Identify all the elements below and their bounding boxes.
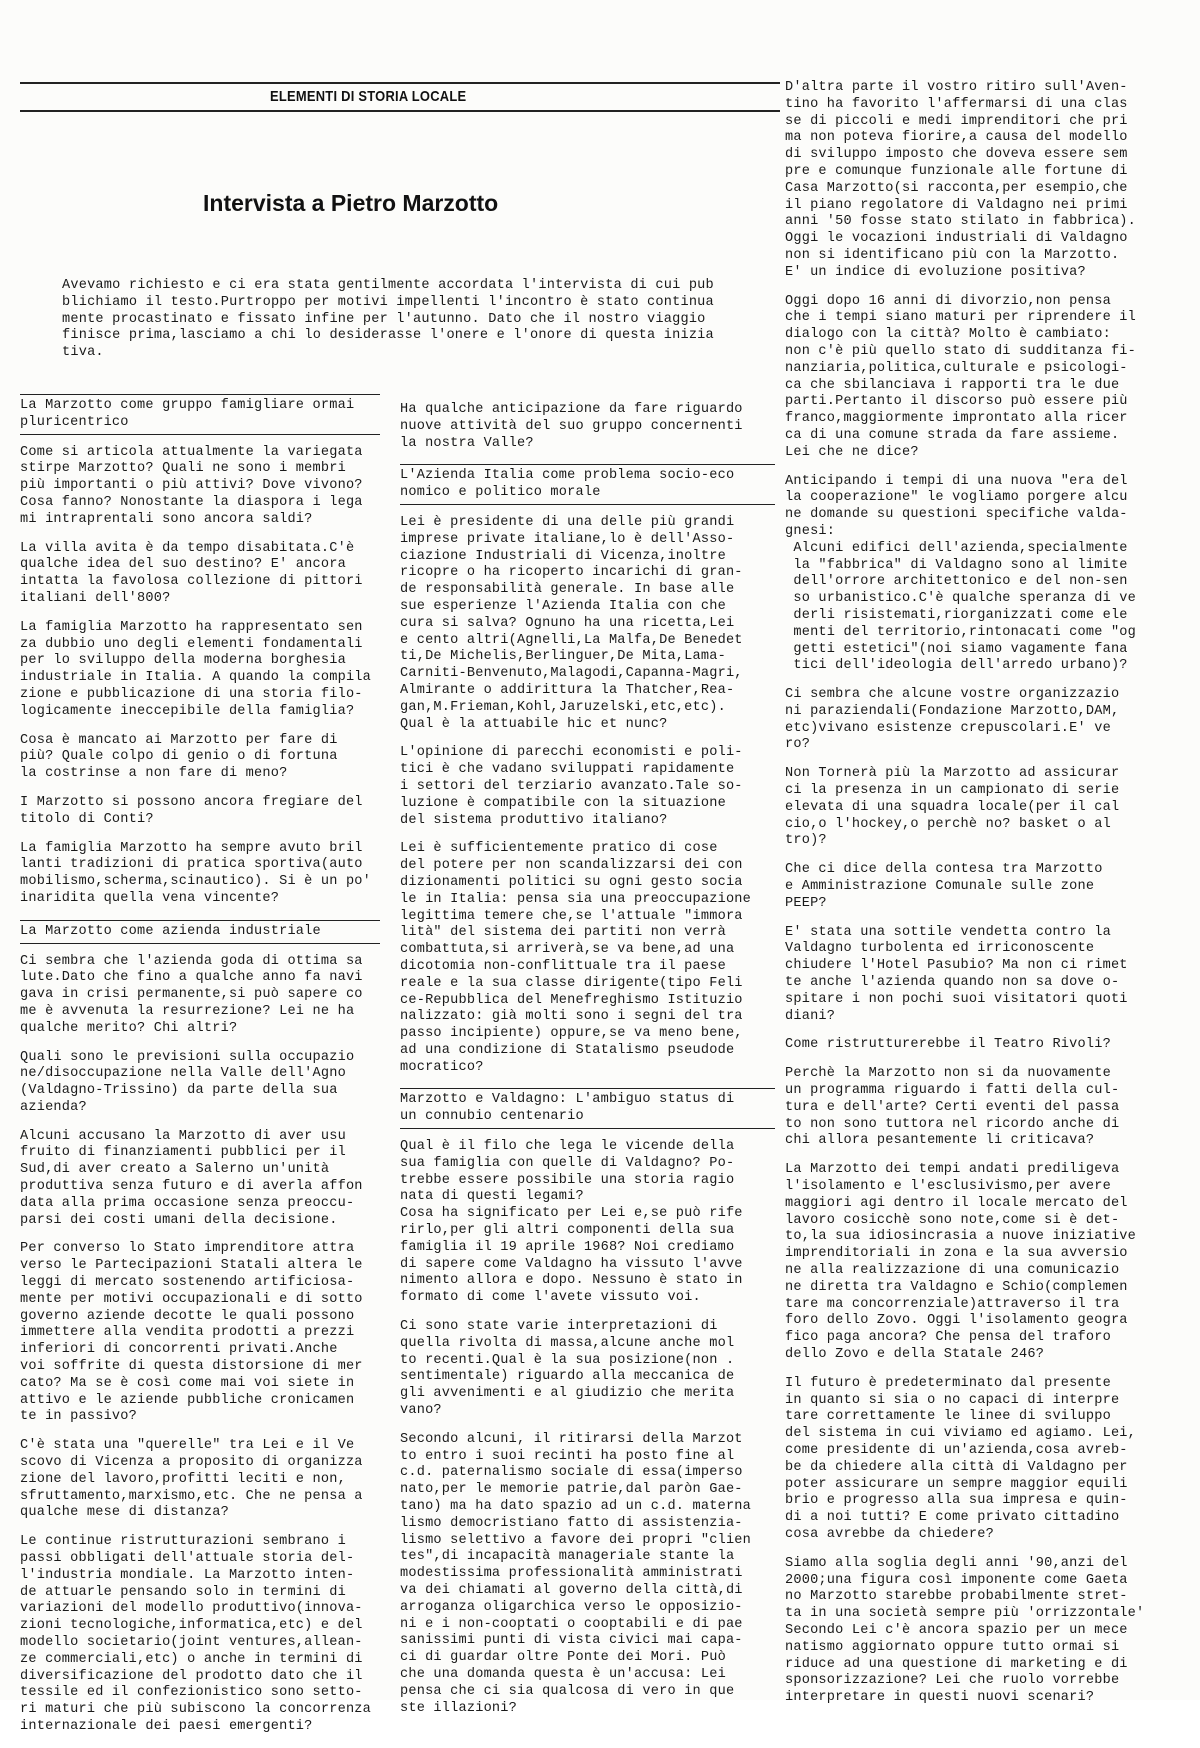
question-paragraph: Non Tornerà più la Marzotto ad assicurar ci la presenza in un campionato di serie elevata di una squadra locale(per il cal cio,o l'hockey,o perchè no? basket o al tro)?: [785, 766, 1120, 849]
question-paragraph: Qual è il filo che lega le vicende della sua famiglia con quelle di Valdagno? Po- trebbe essere possibile una storia ragio nata di questi legami? Cosa ha significato per Lei e,se può rife rirlo,per gli altri componenti della sua famiglia il 19 aprile 1968? Noi crediamo di sapere come Valdagno ha vissuto l'avve nimento allora e dopo. Nessuno è stato in formato di come l'avete vissuto voi.: [400, 1139, 743, 1306]
question-paragraph: Le continue ristrutturazioni sembrano i passi obbligati dell'attuale storia del- l'industria mondiale. La Marzotto inten- de attuarle pensando solo in termini di variazioni del modello produttivo(innova- zioni tecnologiche,informatica,etc) e del modello societario(joint ventures,allean- ze commerciali,etc) o anche in termini di diversificazione del prodotto dato che il tessile ed il confezionistico sono setto- ri maturi che più subiscono la concorrenza internazionale dei paesi emergenti?: [20, 1534, 372, 1734]
question-paragraph: Il futuro è predeterminato dal presente in quanto si sia o no capaci di interpre tare correttamente le linee di sviluppo del sistema in cui viviamo ed agiamo. Lei, come presidente di un'azienda,cosa avreb- be da chiedere alla città di Valdagno per poter assicurare un sempre maggior equili brio e progresso alla sua impresa e quin- di a noi tutti? E come privato cittadino cosa avrebbe da chiedere?: [785, 1375, 1137, 1542]
question-paragraph: Anticipando i tempi di una nuova "era del la cooperazione" le vogliamo porgere alcu ne domande su questioni specifiche valda- gnesi: Alcuni edifici dell'azienda,specialmente la "fabbrica" di Valdagno sono al limite dell'orrore architettonico e del non-sen so urbanistico.C'è qualche speranza di ve derli risistemati,riorganizzati come ele menti del territorio,rintonacati come "og getti estetici"(noi siamo vagamente fana tici dell'ideologia dell'arredo urbano)?: [785, 473, 1137, 674]
intro-paragraph: Avevamo richiesto e ci era stata gentilmente accordata l'intervista di cui pub blichiamo il testo.Purtroppo per motivi impellenti l'incontro è stato continua mente procastinato e fissato infine per l'autunno. Dato che il nostro viaggio finisce prima,lasciamo a chi lo desiderasse l'onere e l'onore di questa inizia tiva.: [62, 278, 714, 361]
header-rule-top: [20, 82, 780, 84]
question-paragraph: I Marzotto si possono ancora fregiare del titolo di Conti?: [20, 794, 363, 827]
question-paragraph: La villa avita è da tempo disabitata.C'è qualche idea del suo destino? E' ancora intatta la favolosa collezione di pittori italiani dell'800?: [20, 540, 363, 606]
section-heading-industry: [20, 920, 380, 944]
question-paragraph: Come si articola attualmente la variegata stirpe Marzotto? Quali ne sono i membri più importanti o più attivi? Dove vivono? Cosa fanno? Nonostante la diaspora i lega mi intraprentali sono ancora saldi?: [20, 444, 363, 527]
question-paragraph: La famiglia Marzotto ha sempre avuto bril lanti tradizioni di pratica sportiva(auto mobilismo,scherma,scinautico). Si è un po' inaridita quella vena vincente?: [20, 840, 372, 906]
question-paragraph: Che ci dice della contesa tra Marzotto e Amministrazione Comunale sulle zone PEEP?: [785, 862, 1103, 911]
question-paragraph: Alcuni accusano la Marzotto di aver usu fruito di finanziamenti pubblici per il Sud,di aver creato a Salerno un'unità produttiva senza futuro e di averla affon data alla prima occasione senza preoccu- parsi dei costi umani della decisione.: [20, 1128, 363, 1228]
question-paragraph: Lei è sufficientemente pratico di cose del potere per non scandalizzarsi dei con dizionamenti politici su ogni gesto socia le in Italia: pensa sia una preoccupazione legittima temere che,se l'attuale "immora lità" del sistema dei partiti non verrà combattuta,si arriverà,se va bene,ad una dicotomia non-conflittuale tra il paese reale e la sua classe dirigente(tipo Feli ce-Repubblica del Menefreghismo Istituzio nalizzato: già molti sono i segni del tra passo incipiente) oppure,se va meno bene, ad una condizione di Statalismo pseudode mocratico?: [400, 841, 752, 1075]
section-heading-label: Marzotto e Valdagno: L'ambiguo status di un connubio centenario: [400, 1092, 775, 1129]
question-paragraph: Cosa è mancato ai Marzotto per fare di più? Quale colpo di genio o di fortuna la costrinse a non fare di meno?: [20, 732, 338, 782]
question-paragraph: Siamo alla soglia degli anni '90,anzi del 2000;una figura così imponente come Gaeta no Marzotto starebbe probabilmente stret- ta in una società sempre più 'orrizzontale' Secondo Lei c'è ancora spazio per un mece natismo aggiornato oppure tutto ormai si riduce ad una questione di marketing e di sponsorizzazione? Lei che ruolo vorrebbe interpretare in questi nuovi scenari?: [785, 1555, 1145, 1706]
column-left: [20, 392, 380, 1748]
section-heading-label: La Marzotto come azienda industriale: [20, 924, 380, 944]
question-paragraph: Per converso lo Stato imprenditore attra verso le Partecipazioni Statali altera le leggi di mercato sostenendo artificiosa- mente per motivi occupazionali e di sotto governo aziende decotte le quali possono immettere alla vendita prodotti a prezzi inferiori di concorrenti privati.Anche voi soffrite di questa distorsione di mer cato? Ma se è così come mai voi siete in attivo e le aziende pubbliche cronicamen te in passivo?: [20, 1241, 363, 1425]
question-paragraph: D'altra parte il vostro ritiro sull'Aven- tino ha favorito l'affermarsi di una clas se di piccoli e medi imprenditori che pri ma non poteva fiorire,a causa del modello di sviluppo imposto che doveva essere sem pre e comunque funzionale alle fortune di Casa Marzotto(si racconta,per esempio,che il piano regolatore di Valdagno nei primi anni '50 fosse stato stilato in fabbrica). Oggi le vocazioni industriali di Valdagno non si identificano più con la Marzotto. E' un indice di evoluzione positiva?: [785, 80, 1137, 280]
section-heading-valdagno: [400, 1088, 775, 1129]
question-paragraph: Ci sono state varie interpretazioni di quella rivolta di massa,alcune anche mol to recenti.Qual è la sua posizione(non . sentimentale) riguardo alla meccanica de gli avvenimenti e al giudizio che merita vano?: [400, 1319, 735, 1419]
article-title: Intervista a Pietro Marzotto: [203, 190, 499, 216]
section-heading-label: La Marzotto come gruppo famigliare ormai pluricentrico: [20, 398, 380, 435]
question-paragraph: Oggi dopo 16 anni di divorzio,non pensa che i tempi siano maturi per riprendere il dialogo con la città? Molto è cambiato: non c'è più quello stato di sudditanza fi- nanziaria,politica,culturale e psicologi- ca che sbilanciava i rapporti tra le due parti.Pertanto il discorso può essere più franco,maggiormente improntato alla ricer ca di una comune strada da fare assieme. Lei che ne dice?: [785, 293, 1137, 460]
section-heading-family: [20, 394, 380, 435]
question-paragraph: Lei è presidente di una delle più grandi imprese private italiane,lo è dell'Asso- ciazione Industriali di Vicenza,inoltre ricopre o ha ricoperto incarichi di gran- de responsabilità generale. In base alle sue esperienze l'Azienda Italia con che cura si salva? Ognuno ha una ricetta,Lei e cento altri(Agnelli,La Malfa,De Benedet ti,De Michelis,Berlinguer,De Mita,Lama- Carniti-Benvenuto,Malagodi,Capanna-Magri, Almirante o addirittura la Thatcher,Rea- gan,M.Frieman,Kohl,Jaruzelski,etc,etc). Qual è la attuabile hic et nunc?: [400, 514, 743, 732]
question-paragraph: Quali sono le previsioni sulla occupazio ne/disoccupazione nella Valle dell'Agno (Valdagno-Trissino) da parte della sua azienda?: [20, 1049, 355, 1115]
column-middle: [400, 402, 775, 1729]
question-paragraph: Ci sembra che alcune vostre organizzazio ni paraziendali(Fondazione Marzotto,DAM, etc)vivano esistenze crepuscolari.E' ve ro?: [785, 687, 1120, 753]
header-rule-bottom: [20, 110, 780, 112]
question-paragraph: Ha qualche anticipazione da fare riguardo nuove attività del suo gruppo concernenti la nostra Valle?: [400, 402, 743, 451]
question-paragraph: L'opinione di parecchi economisti e poli- tici è che vadano sviluppati rapidamente i settori del terziario avanzato.Tale so- luzione è compatibile con la situazione del sistema produttivo italiano?: [400, 745, 743, 828]
section-heading-label: L'Azienda Italia come problema socio-eco nomico e politico morale: [400, 468, 775, 505]
question-paragraph: Come ristrutturerebbe il Teatro Rivoli?: [785, 1037, 1111, 1053]
question-paragraph: La famiglia Marzotto ha rappresentato sen za dubbio uno degli elementi fondamentali per lo sviluppo della moderna borghesia industriale in Italia. A quando la compila zione e pubblicazione di una storia filo- logicamente ineccepibile della famiglia?: [20, 619, 372, 719]
question-paragraph: E' stata una sottile vendetta contro la Valdagno turbolenta ed irriconoscente chiudere l'Hotel Pasubio? Ma non ci rimet te anche l'azienda quando non sa dove o- spitare i non pochi suoi visitatori quoti diani?: [785, 924, 1128, 1024]
section-heading-azienda-italia: [400, 464, 775, 505]
question-paragraph: C'è stata una "querelle" tra Lei e il Ve scovo di Vicenza a proposito di organizza zione del lavoro,profitti leciti e non, sfruttamento,marxismo,etc. Che ne pensa a qualche mese di distanza?: [20, 1438, 363, 1521]
question-paragraph: Secondo alcuni, il ritirarsi della Marzot to entro i suoi recinti ha posto fine al c.d. paternalismo sociale di essa(imperso nato,per le memorie patrie,dal paròn Gae- tano) ma ha dato spazio ad un c.d. materna lismo democristiano fatto di assistenzia- lismo selettivo a favore dei propri "clien tes",di incapacità manageriale stante la modestissima professionalità amministrati va dei chiamati al governo della città,di arroganza oligarchica verso le opposizio- ni e i non-cooptati o cooptabili e di pae sanissimi punti di vista civici mai capa- ci di guardar oltre Ponte dei Mori. Può che una domanda questa è un'accusa: Lei pensa che ci sia qualcosa di vero in que ste illazioni?: [400, 1431, 752, 1716]
section-rubric: ELEMENTI DI STORIA LOCALE: [270, 88, 467, 105]
question-paragraph: Perchè la Marzotto non si da nuovamente un programma riguardo i fatti della cul- tura e dell'arte? Certi eventi del passa to non sono tuttora nel ricordo anche di chi allora pesantemente li criticava?: [785, 1066, 1120, 1149]
column-right: [785, 80, 1145, 1719]
question-paragraph: La Marzotto dei tempi andati prediligeva l'isolamento e l'esclusivismo,per avere maggiori agi dentro il locale mercato del lavoro cosicchè sono note,come si è det- to,la sua idiosincrasia a nuove iniziative imprenditoriali in zona e la sua avversio ne alla realizzazione di una comunicazio ne diretta tra Valdagno e Schio(complemen tare ma concorrenziale)attraverso il tra foro dello Zovo. Oggi l'isolamento geogra fico paga ancora? Che pensa del traforo dello Zovo e della Statale 246?: [785, 1162, 1137, 1362]
question-paragraph: Ci sembra che l'azienda goda di ottima sa lute.Dato che fino a qualche anno fa navi gava in crisi permanente,si può sapere co me è avvenuta la resurrezione? Lei ne ha qualche merito? Chi altri?: [20, 953, 363, 1036]
